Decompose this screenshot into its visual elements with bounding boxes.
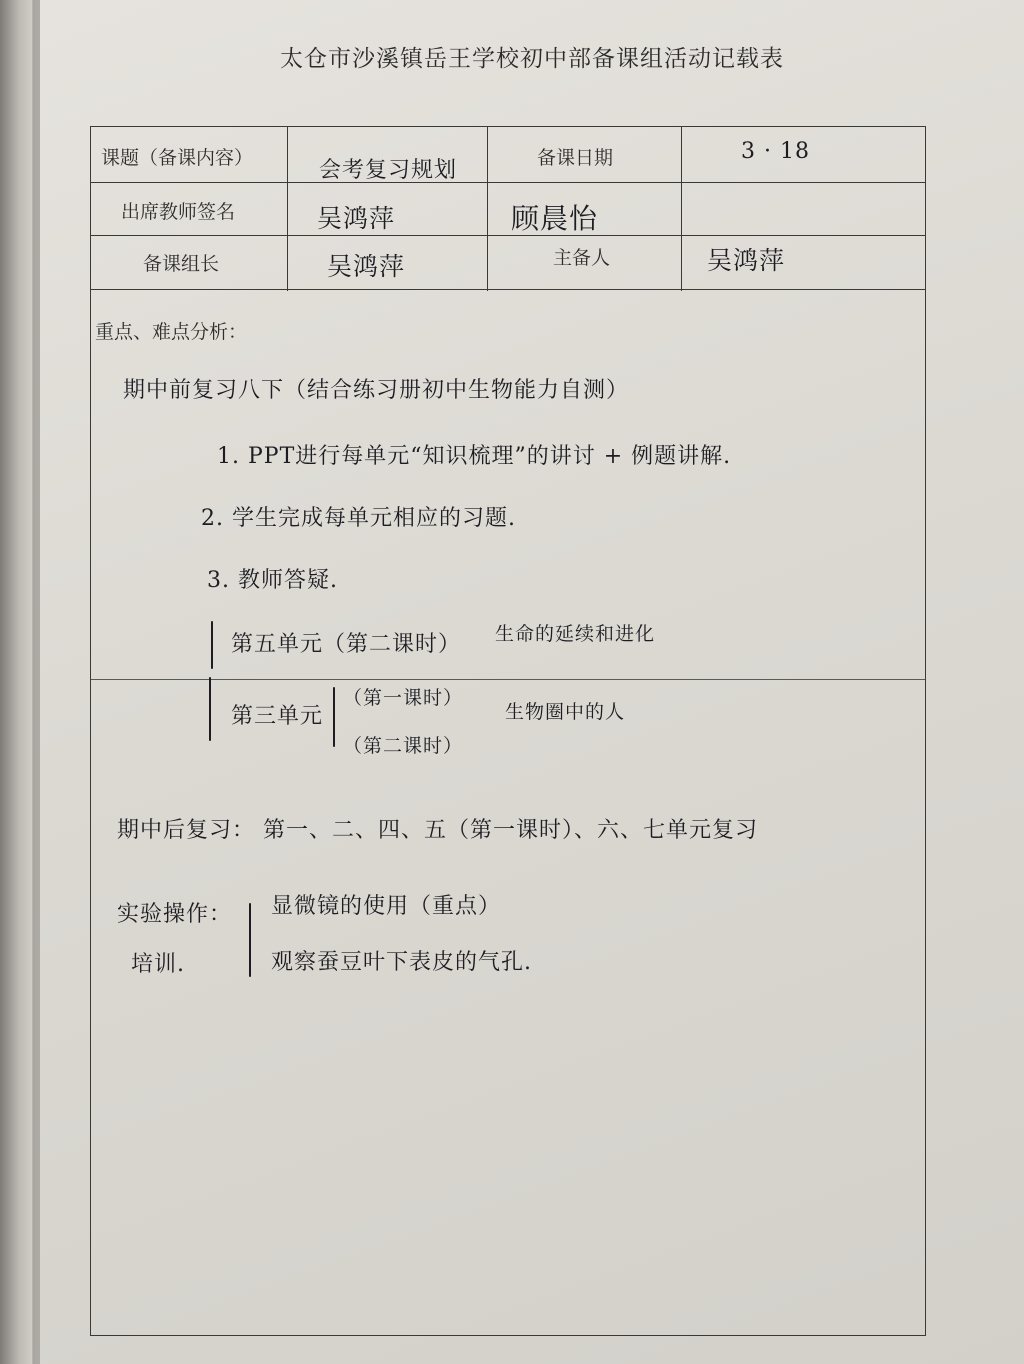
row-divider — [91, 235, 925, 236]
bracket-mark — [333, 687, 335, 747]
experiment-item-1: 显微镜的使用（重点） — [271, 894, 502, 919]
analysis-item-2: 2. 学生完成每单元相应的习题. — [201, 506, 516, 531]
analysis-line-1: 期中前复习八下（结合练习册初中生物能力自测） — [123, 378, 630, 403]
after-midterm-line: 期中后复习： 第一、二、四、五（第一课时）、六、七单元复习 — [117, 818, 758, 843]
underlying-page-edge — [0, 0, 33, 1364]
leader-signature: 吴鸿萍 — [327, 252, 406, 281]
lead-preparer-signature: 吴鸿萍 — [707, 246, 786, 275]
bracket-mark — [209, 677, 211, 741]
column-divider — [487, 127, 488, 291]
bracket-mark — [249, 903, 251, 977]
unit-3-line: 第三单元 — [231, 704, 324, 729]
analysis-item-3: 3. 教师答疑. — [207, 568, 338, 593]
analysis-label: 重点、难点分析： — [95, 321, 248, 343]
document-title: 太仓市沙溪镇岳王学校初中部备课组活动记载表 — [280, 46, 784, 72]
experiment-label-1: 实验操作： — [117, 902, 233, 927]
date-label: 备课日期 — [537, 147, 614, 169]
topic-value: 会考复习规划 — [319, 158, 458, 183]
experiment-item-2: 观察蚕豆叶下表皮的气孔. — [271, 950, 532, 975]
unit-3-lesson-1: （第一课时） — [343, 687, 464, 709]
record-sheet — [40, 0, 1024, 1364]
column-divider — [287, 127, 288, 291]
experiment-label-2: 培训. — [131, 952, 185, 977]
lead-preparer-label: 主备人 — [553, 247, 611, 269]
row-divider — [91, 289, 925, 290]
fold-line — [91, 679, 925, 680]
date-value: 3 · 18 — [741, 139, 810, 164]
unit-3-lesson-2: （第二课时） — [343, 735, 464, 757]
analysis-item-1: 1. PPT进行每单元“知识梳理”的讲讨 + 例题讲解. — [217, 444, 732, 469]
unit-3-topic: 生物圈中的人 — [505, 701, 626, 723]
leader-label: 备课组长 — [143, 253, 220, 275]
unit-5-topic: 生命的延续和进化 — [495, 623, 656, 645]
unit-5-line: 第五单元（第二课时） — [231, 632, 462, 657]
row-divider — [91, 182, 925, 183]
topic-label: 课题（备课内容） — [101, 147, 254, 169]
record-form — [90, 126, 926, 1336]
attendee-signature-1: 吴鸿萍 — [317, 204, 396, 233]
column-divider — [681, 127, 682, 291]
attendees-label: 出席教师签名 — [121, 201, 236, 223]
bracket-mark — [211, 621, 213, 669]
attendee-signature-2: 顾晨怡 — [511, 202, 599, 235]
